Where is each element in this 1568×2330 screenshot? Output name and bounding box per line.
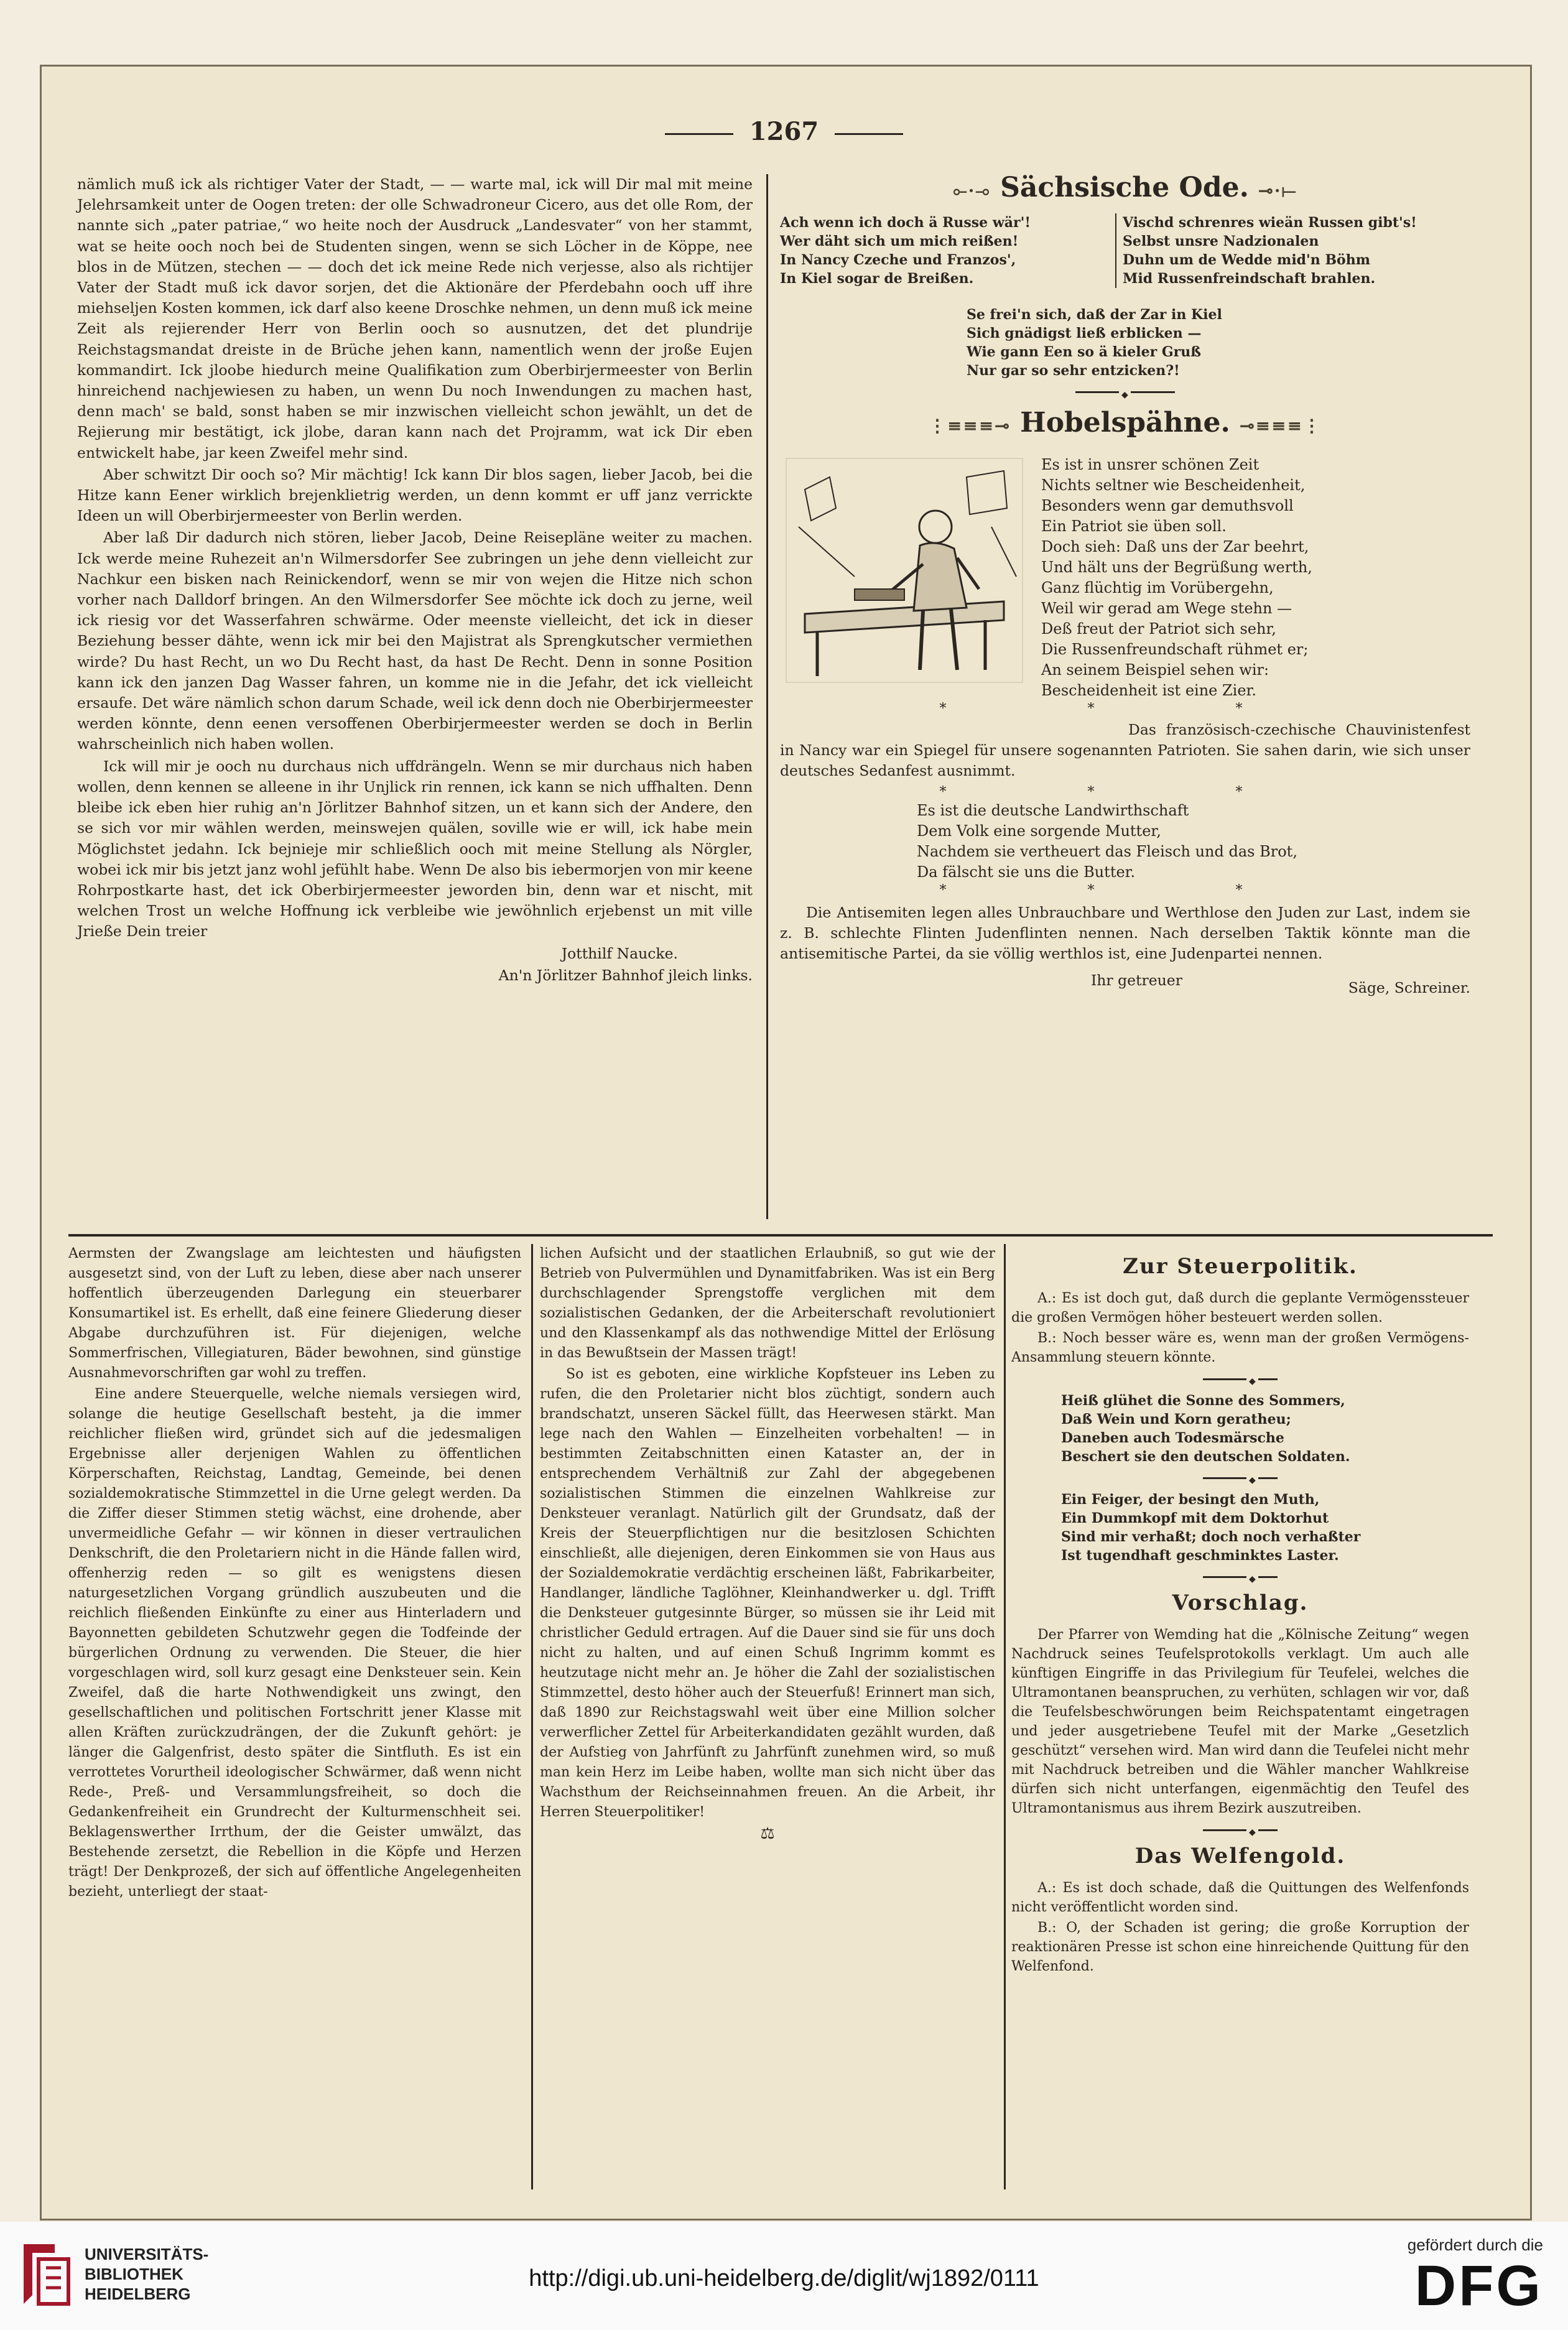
- essay-column-2: [540, 1244, 995, 1844]
- verse-line: Sind mir verhaßt; doch noch verhaßter: [1061, 1529, 1361, 1545]
- asterism: * * *: [939, 784, 1311, 800]
- ode-line: Ach wenn ich doch ä Russe wär'!: [780, 215, 1031, 231]
- ode-line: Duhn um de Wedde mid'n Böhm: [1123, 252, 1370, 268]
- signature-name: Jotthilf Naucke.: [561, 944, 678, 962]
- verse-line: Dem Volk eine sorgende Mutter,: [917, 822, 1161, 840]
- verse-line: Die Russenfreundschaft rühmet er;: [1041, 641, 1309, 658]
- essay-paragraph: Aermsten der Zwangslage am leichtesten und häufigsten ausgesetzt sind, von der Luft zu leben, diese aber nach unserer hoffentlich überzeugenden Darlegung ein steuerbarer Konsumartikel ist. Es erhellt, daß eine feinere Gliederung dieser Abgabe durchzuführen ist. Für diejenigen, welche Sommerfrischen, Villegiaturen, Bäder bewohnen, sind günstige Ausnahmevorschriften gar wohl zu treffen.: [68, 1246, 521, 1381]
- verse-line: Doch sieh: Daß uns der Zar beehrt,: [1041, 538, 1309, 555]
- ode-line: In Kiel sogar de Breißen.: [780, 271, 974, 287]
- ode-line: Selbst unsre Nadzionalen: [1123, 233, 1319, 249]
- separator: [1203, 1378, 1278, 1380]
- ode-poem: [780, 213, 1470, 288]
- signature-greeting: Ihr getreuer: [1091, 972, 1182, 990]
- column-divider: [531, 1244, 533, 2189]
- essay-paragraph: Eine andere Steuerquelle, welche niemals versiegen wird, solange die heutige Gesellschaft besteht, ja die immer reichlicher fließen wird, gründet sich auf die jedesmaligen Ergebnisse aller derjenigen Wahlen zu öffentlichen Körperschaften, Reichstag, Landtag, Gemeinde, bei denen sozialdemokratische Stimmzettel in die Urne gelegt werden. Da die Ziffer dieser Stimmen stetig wächst, eine drohende, aber unvermeidliche Gefahr — wir können in dieser vertraulichen Denkschrift, die den Proletariern nicht in die Hände fallen wird, offenherzig reden — so gilt es wenigstens diesen naturgesetzlichen Vorgang gründlich auszubeuten und die reichlich fließenden Einkünfte zu einer aus Hinterladern und Bayonnetten gebildeten Schutzwehr gegen die Todfeinde der bürgerlichen Ordnung zu verwenden. Die Steuer, die hier vorgeschlagen wird, soll kurz gesagt eine Denksteuer sein. Kein Zweifel, daß die harte Nothwendigkeit uns zwingt, den gesellschaftlichen und politischen Fortschritt jener Klasse mit allen Kräften zurückzudrängen, der die Zukunft gehört: je länger die Galgenfrist, desto später die Sintfluth. Es ist ein verrottetes Vorurtheil ideologischer Schwärmer, daß wenn nicht Rede-, Preß- und Versammlungsfreiheit, so doch die Gedankenfreiheit ein Grundrecht der Kulturmenschheit sei. Beklagenswerther Irrthum, der die Geister umwälzt, das Bestehende zersetzt, die Rebellion in die Köpfe und Herzen trägt! Der Denkprozeß, der sich auf öffentliche Angelegenheiten bezieht, unterliegt der staat-: [68, 1386, 521, 1900]
- signature-place: An'n Jörlitzer Bahnhof jleich links.: [498, 966, 753, 984]
- ode-line: Wer däht sich um mich reißen!: [780, 233, 1019, 249]
- separator: [1203, 1576, 1278, 1578]
- letter-paragraph: nämlich muß ick als richtiger Vater der Stadt, — — warte mal, ick will Dir mal mit meine Jelehrsamkeit unter de Oogen treten: der olle Schwadroneur Cicero, aus det olle Rom, der nannte sich „pater patriae,“ wo heite noch der Ausdruck „Landesvater“ von her stammt, wat se heite ooch noch bei de Studenten singen, wenn se sich Löcher in de Köppe, nee blos in de Mützen, stechen — — doch det ick meine Rede nich verjesse, also als richtijer Vater der Stadt muß ick davor sorjen, det die Aktionäre der Pferdebahn ooch uff ihre miehseljen Kosten kommen, ick darf also keene Droschke nehmen, un denn muß ick meine Zeit als rejierender Herr von Berlin ooch so ausnutzen, det det plundrije Reichstagsmandat dreiste in de Brüche jehen kann, namentlich wenn der jroße Eujen kommandirt. Ick jloobe hiedurch meine Qualifikation zum Oberbirjermeester von Berlin hinreichend nachjewiesen zu haben, un wenn Du noch Inwendungen zu machen hast, denn mach' se bald, sonst haben se mir inzwischen vielleicht schon jewählt, un det de Rejierung mir bestätigt, ick jlobe, daran kann nach det Projramm, wat ick Dir eben entwickelt habe, jar keen Zweifel mehr sind.: [77, 175, 753, 462]
- letter-paragraph: Aber schwitzt Dir ooch so? Mir mächtig! Ick kann Dir blos sagen, lieber Jacob, bei die Hitze kann Eener wirklich brejenklietrig werden, un denn kommt er uff janz verrickte Ideen un will Oberbirjermeester von Berlin werden.: [77, 465, 753, 525]
- heiss-stanza: [1061, 1490, 1469, 1565]
- asterism: * * *: [939, 701, 1311, 717]
- letter-column: [77, 174, 753, 987]
- verse-line: Ganz flüchtig im Vorübergehn,: [1041, 579, 1274, 596]
- carpenter-illustration: [780, 452, 1029, 689]
- library-name: BIBLIOTHEK: [85, 2265, 183, 2283]
- verse-line: Besonders wenn gar demuthsvoll: [1041, 497, 1294, 514]
- separator: [1203, 1829, 1278, 1831]
- footer-bar: [0, 2222, 1568, 2330]
- steuer-title: Zur Steuerpolitik.: [1123, 1254, 1358, 1279]
- ode-title: ⟜·⊸ Sächsische Ode. ⊸·⟝: [953, 172, 1297, 203]
- asterism: * * *: [939, 882, 1311, 898]
- ode-stanza: [967, 305, 1470, 380]
- verse-line: An seinem Beispiel sehen wir:: [1041, 661, 1269, 679]
- hobel-prose: Die Antisemiten legen alles Unbrauchbare und Werthlose den Juden zur Last, indem sie z. B. schlechte Flinten Judenflinten nennen. Nach derselben Taktik könnte man die antisemitische Partei, da sie völlig werthlos ist, eine Judenpartei nennen.: [780, 903, 1470, 963]
- scales-ornament: ⚖: [760, 1824, 775, 1843]
- verse-line: Beschert sie den deutschen Soldaten.: [1061, 1449, 1350, 1465]
- notes-column: [1011, 1246, 1469, 1977]
- verse-line: Nachdem sie vertheuert das Fleisch und das Brot,: [917, 842, 1297, 860]
- library-name: UNIVERSITÄTS-: [85, 2245, 209, 2263]
- dialog-line: A.: Es ist doch gut, daß durch die geplante Vermögenssteuer die großen Vermögen höher besteuert werden sollen.: [1011, 1291, 1469, 1325]
- welfengold-title: Das Welfengold.: [1134, 1844, 1346, 1868]
- column-divider: [1004, 1244, 1006, 2189]
- verse-line: Daß Wein und Korn geratheu;: [1061, 1411, 1291, 1427]
- verse-line: Nichts seltner wie Bescheidenheit,: [1041, 476, 1306, 494]
- hobel-prose: Das französisch-czechische Chauvinistenfest in Nancy war ein Spiegel für unsere sogenannten Patrioten. Sie sahen darin, wie sich unser deutsches Sedanfest ausnimmt.: [780, 721, 1470, 780]
- verse-line: Weil wir gerad am Wege stehn —: [1041, 600, 1292, 617]
- verse-line: Ein Dummkopf mit dem Doktorhut: [1061, 1510, 1329, 1526]
- verse-line: Ein Feiger, der besingt den Muth,: [1061, 1492, 1320, 1508]
- library-name: HEIDELBERG: [85, 2285, 191, 2303]
- ode-line: In Nancy Czeche und Franzos',: [780, 252, 1016, 268]
- verse-line: Bescheidenheit ist eine Zier.: [1041, 682, 1257, 699]
- verse-line: Ein Patriot sie üben soll.: [1041, 518, 1227, 535]
- column-divider: [766, 174, 768, 1219]
- page-number: 1267: [0, 117, 1568, 146]
- verse-line: Und hält uns der Begrüßung werth,: [1041, 559, 1312, 576]
- letter-paragraph: Ick will mir je ooch nu durchaus nich uffdrängeln. Wenn se mir durchaus nich haben wollen, denn kennen se alleene in ihr Unjlick rin rennen, ick kann se nich uffhalten. Denn bleibe ick eben hier ruhig an'n Jörlitzer Bahnhof sitzen, un et kann sich der Andere, den se sich vor mir wählen werden, meinswejen quälen, soville wie er will, ick habe mein Möglichstet jedahn. Ick bejnieje mir schließlich ooch mit meine Stellung als Nörgler, wobei ick mir bis jetzt janz wohl jefühlt habe. Wenn De also bis iebermorjen von mir keene Rohrpostkarte hast, det ick Oberbirjermeester jeworden bin, denn war et nischt, mit welchen Trost un welche Hoffnung ick verbleibe wie jewöhnlich erjebenst un mit ville Jrieße Dein treier: [77, 757, 753, 940]
- verse-line: Da fälscht sie uns die Butter.: [917, 863, 1136, 881]
- verse-line: Daneben auch Todesmärsche: [1061, 1430, 1284, 1446]
- ode-line: Vischd schrenres wieän Russen gibt's!: [1123, 215, 1417, 231]
- essay-column-1: [68, 1244, 521, 1903]
- dialog-line: B.: Noch besser wäre es, wenn man der großen Vermögens-Ansammlung steuern könnte.: [1011, 1330, 1469, 1365]
- separator: [1075, 391, 1175, 393]
- section-rule: [68, 1234, 1493, 1237]
- vorschlag-title: Vorschlag.: [1172, 1590, 1309, 1615]
- vorschlag-text: Der Pfarrer von Wemding hat die „Kölnische Zeitung“ wegen Nachdruck seines Teufelsprotokolls verklagt. Um auch alle künftigen Eingriffe in das Privilegium für Teufelei, welches die Ultramontanen beanspruchen, zu verhüten, schlagen wir vor, daß die Teufelsbeschwörungen beim Reichspatentamt eingetragen und jeder ausgetriebene Teufel mit der Marke „Gesetzlich geschützt“ versehen wird. Man wird dann die Teufelei nicht mehr mit Nachdruck betreiben und die Wähler mancher Wahlkreise dürfen sich nicht unterfangen, eigenmächtig den Teufel des Ultramontanismus aus ihrem Bezirk auszutreiben.: [1011, 1627, 1469, 1816]
- verse-line: Heiß glühet die Sonne des Sommers,: [1061, 1393, 1345, 1409]
- essay-paragraph: So ist es geboten, eine wirkliche Kopfsteuer ins Leben zu rufen, die den Proletarier nicht blos züchtigt, sondern auch brandschatzt, unseren Säckel füllt, das Heerwesen stärkt. Man lege nach den Wahlen — Einzelheiten vorbehalten! — in bestimmten Zeitabschnitten einen Kataster an, der in entsprechendem Verhältniß zur Zahl der abgegebenen sozialistischen Stimmen die einzelnen Wahlkreise zur Denksteuer veranlagt. Natürlich gilt der Grundsatz, daß der Kreis der Steuerpflichtigen nur die besitzlosen Schichten einschließt, alle diejenigen, deren Einkommen sie von Haus aus der Sozialdemokratie verdächtig erscheinen läßt, Fabrikarbeiter, Handlanger, ländliche Taglöhner, Kleinhandwerker u. dgl. Trifft die Denksteuer gutgesinnte Bürger, so müssen sie ihr Leid mit christlicher Geduld ertragen. Auf die Dauer sind sie für uns doch nicht zu halten, und auf einen Schuß Ingrimm kommt es heutzutage nicht mehr an. Je höher die Zahl der sozialistischen Stimmzettel, desto höher auch der Steuerfuß! Erinnert man sich, daß 1890 zur Reichstagswahl weit über eine Million solcher verwerflicher Zettel für Arbeiterkandidaten gezählt wurden, daß der Aufstieg von Jahrfünft zu Jahrfünft zunehmen wird, so muß man kein Herz im Leibe haben, wollte man sich nicht über das Wachsthum der Reichseinnahmen freuen. An die Arbeit, ihr Herren Steuerpolitiker!: [540, 1367, 995, 1820]
- sponsor-label: gefördert durch die: [1407, 2235, 1543, 2254]
- ode-line: Nur gar so sehr entzicken?!: [967, 363, 1180, 379]
- separator: [1203, 1477, 1278, 1479]
- verse-line: Ist tugendhaft geschminktes Laster.: [1061, 1548, 1339, 1564]
- ode-line: Mid Russenfreindschaft brahlen.: [1123, 271, 1376, 287]
- hobel-title: ⋮≡≡≡⊸ Hobelspähne. ⊸≡≡≡⋮: [928, 407, 1322, 439]
- sponsor[interactable]: [1381, 2235, 1543, 2317]
- dialog-line: A.: Es ist doch schade, daß die Quittungen des Welfenfonds nicht veröffentlicht worden sind.: [1011, 1880, 1469, 1915]
- ode-line: Se frei'n sich, daß der Zar in Kiel: [967, 307, 1222, 323]
- verse-line: Deß freut der Patriot sich sehr,: [1041, 620, 1276, 638]
- hobel-poem2: [917, 801, 1470, 883]
- heiss-stanza: [1061, 1391, 1469, 1466]
- letter-paragraph: Aber laß Dir dadurch nich stören, lieber Jacob, Deine Reisepläne weiter zu machen. Ick werde meine Ruhezeit an'n Wilmersdorfer See zubringen un jehe denn vielleicht zur Nachkur een bisken nach Reinickendorf, wenn se mir von wejen die Hitze nich schon vorher nach Dalldorf bringen. An den Wilmersdorfer See möchte ick doch zu jerne, weil ick riesig vor det Wasserfahren schwärme. Oder meenste vielleicht, det ick in dieser Beziehung besser dähte, wenn ick mir bei den Majistrat als Sprengkutscher vermiethen wirde? Du hast Recht, un wo Du Recht hast, da hast De Recht. Denn in sonne Position kann ick den janzen Dag Wasser fahren, un komme nie in die Jefahr, det ick vielleicht ersaufe. Det wäre nämlich schon darum Schade, weil ick denn doch nie Oberbirjermeester werden könnte, denn eenen versoffenen Oberbirjermeester werden se doch in Berlin wahrscheinlich nich haben wollen.: [77, 529, 753, 753]
- ode-line: Sich gnädigst ließ erblicken —: [967, 325, 1202, 341]
- signature-name: Säge, Schreiner.: [1348, 979, 1470, 997]
- verse-line: Es ist die deutsche Landwirthschaft: [917, 801, 1189, 819]
- essay-paragraph: lichen Aufsicht und der staatlichen Erlaubniß, so gut wie der Betrieb von Pulvermühlen und Dynamitfabriken. Was ist ein Berg durchschlagender Sprengstoffe verglichen mit dem sozialistischen Gedanken, der die Arbeiterschaft revolutioniert und den Klassenkampf als das nothwendige Mittel der Erlösung in das Bewußtsein der Massen trägt!: [540, 1246, 995, 1361]
- right-top-column: [780, 169, 1470, 998]
- dfg-logo: DFG: [1414, 2254, 1543, 2318]
- permalink[interactable]: http://digi.ub.uni-heidelberg.de/diglit/wj1892/0111: [529, 2265, 1039, 2291]
- verse-line: Es ist in unsrer schönen Zeit: [1041, 456, 1260, 473]
- ode-line: Wie gann Een so ä kieler Gruß: [967, 344, 1201, 360]
- hobel-signature: [780, 970, 1470, 998]
- dialog-line: B.: O, der Schaden ist gering; die große Korruption der reaktionären Presse ist schon eine hinreichende Quittung für den Welfenfond.: [1011, 1920, 1469, 1974]
